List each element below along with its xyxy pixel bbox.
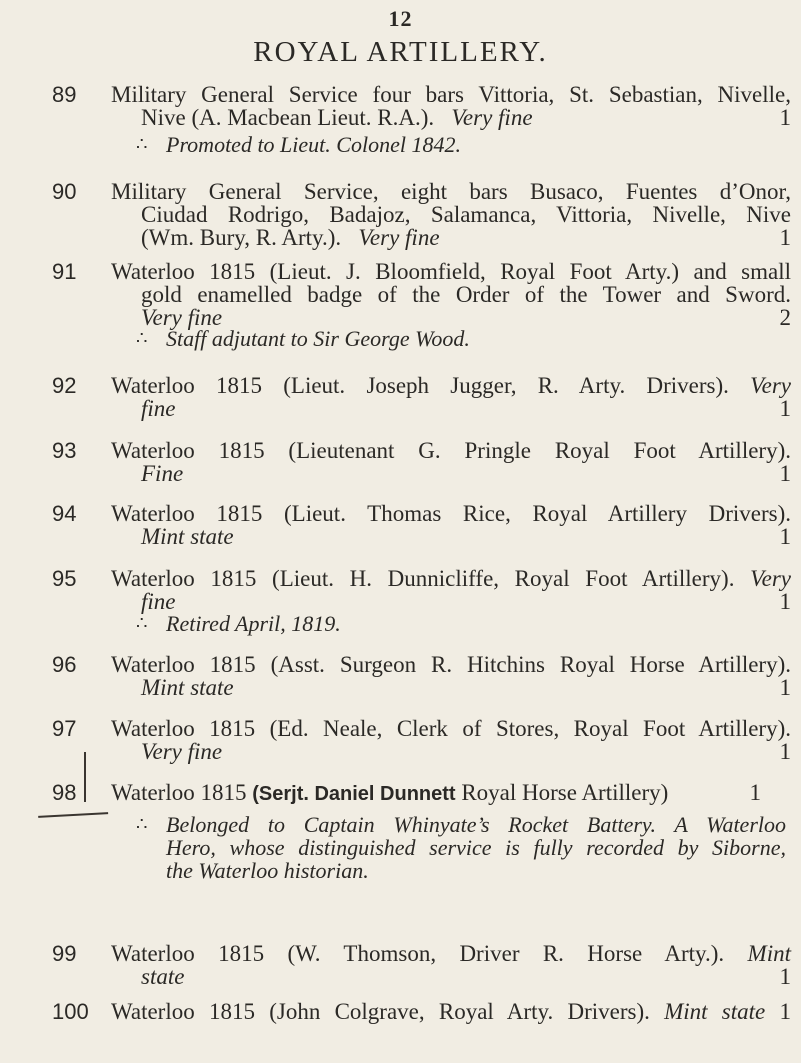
lot-number: 92 (52, 373, 77, 398)
lot-number: 96 (52, 652, 77, 677)
lot-quantity: 1 (779, 675, 791, 700)
lot-description-cont: (Wm. Bury, R. Arty.). Very fine 1 (141, 225, 791, 250)
lot-condition: fine (141, 589, 176, 614)
lot-description: Waterloo 1815 (Asst. Surgeon R. Hitchins Royal Horse Artillery). (111, 652, 791, 677)
lot-note: ∴ Staff adjutant to Sir George Wood. (136, 326, 470, 351)
lot-number: 97 (52, 716, 77, 741)
lot-quantity: 1 (779, 964, 791, 989)
section-title: ROYAL ARTILLERY. (253, 36, 548, 68)
lot-description: Military General Service four bars Vittoria, St. Sebastian, Nivelle, (111, 82, 791, 107)
lot-description: Waterloo 1815 (Lieut. Thomas Rice, Royal Artillery Drivers). (111, 501, 791, 526)
lot-description-cont: Nive (A. Macbean Lieut. R.A.). Very fine 1 (141, 105, 791, 130)
lot-condition: fine (141, 396, 176, 421)
lot-description: Waterloo 1815 (Lieutenant G. Pringle Royal Foot Artillery). (111, 438, 791, 463)
lot-quantity: 1 (779, 739, 791, 764)
lot-number: 94 (52, 501, 77, 526)
lot-description: Waterloo 1815 (Lieut. J. Bloomfield, Royal Foot Arty.) and small (111, 259, 791, 284)
lot-description-cont (111, 525, 791, 548)
lot-note: ∴ Promoted to Lieut. Colonel 1842. (136, 132, 461, 157)
lot-condition: state (141, 964, 185, 989)
lot-condition: Very fine (141, 739, 223, 764)
lot-condition: Very fine (141, 305, 223, 330)
lot-description: Waterloo 1815 (Lieut. H. Dunnicliffe, Royal Foot Artillery). Very (111, 566, 792, 591)
lot-quantity: 1 (779, 105, 791, 130)
lot-quantity: 1 (779, 396, 791, 421)
lot-description: Waterloo 1815 (Ed. Neale, Clerk of Stores, Royal Foot Artillery). (111, 716, 791, 741)
three-dot-bullet-icon: ∴ (136, 328, 148, 348)
lot-number: 89 (52, 82, 77, 107)
lot-description-cont (111, 740, 791, 763)
lot-condition: Mint state (664, 999, 766, 1024)
lot-quantity: 1 (779, 999, 791, 1024)
lot-description: Waterloo 1815 (W. Thomson, Driver R. Horse Arty.). Mint (111, 941, 791, 966)
lot-description-cont (111, 397, 791, 420)
lot-quantity: 1 (749, 780, 761, 805)
lot-condition: Very fine (451, 105, 533, 130)
lot-quantity: 2 (779, 305, 791, 330)
lot-number: 95 (52, 566, 77, 591)
lot-condition: Very fine (358, 225, 440, 250)
lot-description: Waterloo 1815 (Serjt. Daniel Dunnett Royal Horse Artillery) 1 (111, 780, 761, 805)
lot-number: 99 (52, 941, 77, 966)
lot-description: Waterloo 1815 (Lieut. Joseph Jugger, R. Arty. Drivers). Very (111, 373, 791, 398)
lot-number: 91 (52, 259, 77, 284)
three-dot-bullet-icon: ∴ (136, 134, 148, 154)
lot-condition: Fine (141, 461, 184, 486)
lot-number: 93 (52, 438, 77, 463)
lot-quantity: 1 (779, 589, 791, 614)
lot-quantity: 1 (779, 461, 791, 486)
lot-condition: Mint state (141, 524, 234, 549)
margin-bracket-mark (84, 752, 89, 802)
lot-number: 100 (52, 999, 89, 1024)
lot-number: 98 (52, 780, 77, 805)
lot-number: 90 (52, 179, 77, 204)
lot-description-cont (111, 965, 791, 988)
lot-description-cont: gold enamelled badge of the Order of the Tower and Sword. (141, 282, 791, 307)
lot-description-cont (111, 676, 791, 699)
lot-description: Waterloo 1815 (John Colgrave, Royal Arty. Drivers). Mint state 1 (111, 999, 791, 1024)
lot-note: ∴ Belonged to Captain Whinyate’s Rocket Battery. A Waterloo Hero, whose distinguished service is fully recorded by Siborne, the Waterloo historian. (136, 812, 786, 883)
margin-underline-mark (38, 806, 108, 818)
lot-description-cont (111, 590, 791, 613)
lot-description: Military General Service, eight bars Busaco, Fuentes d’Onor, (111, 179, 791, 204)
three-dot-bullet-icon: ∴ (136, 814, 148, 834)
lot-condition: Mint state (141, 675, 234, 700)
three-dot-bullet-icon: ∴ (136, 613, 148, 633)
lot-quantity: 1 (779, 524, 791, 549)
lot-description-cont (111, 462, 791, 485)
page-number: 12 (388, 6, 413, 31)
lot-quantity: 1 (779, 225, 791, 250)
lot-note: ∴ Retired April, 1819. (136, 611, 341, 636)
lot-description-cont: Ciudad Rodrigo, Badajoz, Salamanca, Vittoria, Nivelle, Nive (141, 202, 791, 227)
